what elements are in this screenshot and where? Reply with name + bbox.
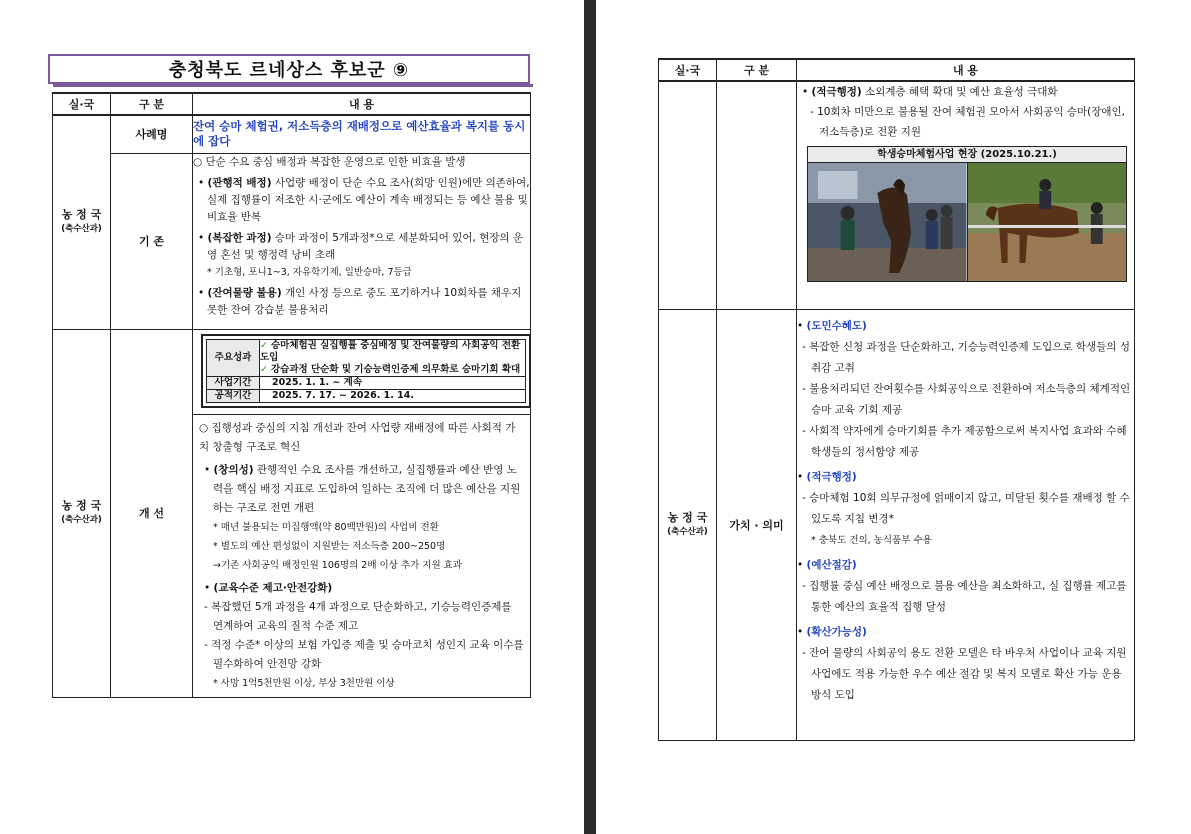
value-detail: - 불용처리되던 잔여횟수를 사회공익으로 전환하여 저소득층의 체계적인 승마 교육 기회 제공	[802, 382, 1131, 416]
dept-cell	[659, 309, 717, 740]
photo-title: 학생승마체험사업 현장 (2025.10.21.)	[808, 147, 1126, 163]
summary-box	[201, 334, 531, 408]
dept-name: 농 정 국	[667, 510, 708, 524]
bullet-head: (관행적 배정)	[207, 176, 272, 189]
bullet-text: 개인 사정 등으로 중도 포기하거나 10회차를 채우지 못한 잔여 강습분 불용처리	[207, 286, 522, 316]
bullet-head: (적극행정)	[811, 86, 862, 98]
result-item-1	[260, 340, 525, 364]
improve-bullet-1: • (창의성) 관행적인 수요 조사를 개선하고, 실집행률과 예산 반영 노력을 핵심 배정 지표로 도입하여 일하는 조직에 더 많은 예산을 지원하는 구조로 전면 개편	[204, 463, 521, 514]
case-title: 잔여 승마 체험권, 저소득층의 재배정으로 예산효율과 복지를 동시에 잡다	[193, 115, 531, 153]
page-title: 충청북도 르네상스 후보군 ⑨	[48, 54, 530, 84]
summary-table	[206, 339, 526, 403]
value-section-2: • (적극행정)	[797, 470, 857, 483]
top-row	[659, 81, 1135, 309]
header-content: 내 용	[193, 93, 531, 115]
section-head: (도민수혜도)	[806, 319, 867, 332]
bullet-head: (복잡한 과정)	[207, 231, 272, 244]
dept-sub: (축수산과)	[61, 515, 102, 525]
empty-category-cell	[717, 81, 797, 309]
value-row	[659, 309, 1135, 740]
value-detail: - 사회적 약자에게 승마기회를 추가 제공함으로써 복지사업 효과와 수혜학생들의 정서함양 제공	[802, 424, 1127, 458]
notice-label: 공적기간	[207, 389, 260, 402]
value-detail: - 승마체험 10회 의무규정에 얽매이지 않고, 미달된 횟수를 재배정 할 수 있도록 지침 변경*	[802, 491, 1130, 525]
dept-name: 농 정 국	[61, 499, 102, 512]
checkmark-icon: ✓	[260, 339, 268, 351]
riding-photo-2	[968, 163, 1127, 281]
improve-content	[193, 329, 531, 697]
left-main-table	[52, 92, 531, 698]
photo-panel	[807, 146, 1127, 282]
value-detail: - 잔여 물량의 사회공익 용도 전환 모델은 타 바우처 사업이나 교육 지원 사업에도 적용 가능한 우수 예산 절감 및 복지 모델로 확산 가능 운용 방식 도입	[802, 646, 1127, 701]
value-detail: - 집행률 중심 예산 배정으로 불용 예산을 최소화하고, 실 집행률 제고를 통한 예산의 효율적 집행 달성	[802, 579, 1127, 613]
header-content: 내 용	[797, 59, 1135, 81]
top-detail: - 10회차 미만으로 불용될 잔여 체험권 모아서 사회공익 승마(장애인, 저소득층)로 전환 지원	[810, 106, 1126, 138]
left-page	[0, 0, 584, 834]
improve-note-1: * 매년 불용되는 미집행액(약 80백만원)의 사업비 전환	[213, 521, 439, 533]
checkmark-icon: ✓	[260, 363, 268, 375]
section-head: (예산절감)	[806, 558, 857, 571]
case-label: 사례명	[111, 115, 193, 153]
value-note: * 충북도 건의, 농식품부 수용	[811, 534, 932, 546]
value-section-4: • (확산가능성)	[797, 625, 867, 638]
dept-cell	[53, 115, 111, 329]
case-row	[53, 115, 531, 153]
bullet-text: 관행적인 수요 조사를 개선하고, 실집행률과 예산 반영 노력을 핵심 배정 지표로 도입하여 일하는 조직에 더 많은 예산을 지원하는 구조로 전면 개편	[213, 463, 521, 514]
dept-sub: (축수산과)	[667, 526, 708, 537]
result-label: 주요성과	[207, 339, 260, 376]
improve-note-4: * 사망 1억5천만원 이상, 부상 3천만원 이상	[213, 677, 395, 689]
section-head: (적극행정)	[806, 470, 857, 483]
header-dept: 실·국	[659, 59, 717, 81]
result-cell	[260, 339, 526, 376]
bullet-head: (창의성)	[213, 463, 254, 476]
improve-note-3: →기존 사회공익 배정인원 106명의 2배 이상 추가 지원 효과	[213, 559, 463, 571]
existing-bullet-3: • (잔여물량 불용) 개인 사정 등으로 중도 포기하거나 10회차를 채우지 못한 잔여 강습분 불용처리	[198, 286, 522, 316]
improve-intro: ○ 집행성과 중심의 지침 개선과 잔여 사업량 재배정에 따른 사회적 가치 창출형 구조로 혁신	[199, 421, 516, 453]
bullet-head: (교육수준 제고·안전강화)	[213, 581, 333, 594]
photo-row	[808, 163, 1126, 281]
improve-detail-2: - 적정 수준* 이상의 보험 가입증 제출 및 승마코치 성인지 교육 이수를 필수화하여 안전망 강화	[204, 638, 524, 670]
existing-note: * 기초형, 포니1~3, 자유학기제, 일반승마, 7등급	[207, 266, 412, 278]
improve-detail-1: - 복잡했던 5개 과정을 4개 과정으로 단순화하고, 기승능력인증제를 연계하여 교육의 질적 수준 제고	[204, 600, 512, 632]
header-row	[659, 59, 1135, 81]
existing-bullet-1: • (관행적 배정) 사업량 배정이 단순 수요 조사(희망 인원)에만 의존하여, 실제 집행률이 저조한 시·군에도 예산이 계속 배정되는 등 예산 불용 및 비효율 반복	[198, 176, 530, 223]
period-label: 사업기간	[207, 376, 260, 389]
bullet-text: 사업량 배정이 단순 수요 조사(희망 인원)에만 의존하여, 실제 집행률이 저조한 시·군에도 예산이 계속 배정되는 등 예산 불용 및 비효율 반복	[207, 176, 530, 223]
existing-intro: ○ 단순 수요 중심 배정과 복잡한 운영으로 인한 비효율 발생	[193, 155, 466, 168]
dept-name: 농 정 국	[61, 208, 102, 222]
right-page	[596, 0, 1191, 834]
result-item-2	[260, 364, 525, 376]
improve-note-2: * 별도의 예산 편성없이 지원받는 저소득층 200~250명	[213, 540, 446, 552]
header-dept: 실·국	[53, 93, 111, 115]
existing-row	[53, 153, 531, 329]
empty-dept-cell	[659, 81, 717, 309]
header-row	[53, 93, 531, 115]
header-category: 구 분	[717, 59, 797, 81]
existing-content	[193, 153, 531, 329]
value-label: 가치 · 의미	[717, 309, 797, 740]
top-bullet: • (적극행정) 소외계층 혜택 확대 및 예산 효율성 극대화	[802, 86, 1058, 98]
dept-sub: (축수산과)	[61, 224, 102, 235]
improve-row	[53, 329, 531, 697]
value-section-1: • (도민수혜도)	[797, 319, 867, 332]
header-category: 구 분	[111, 93, 193, 115]
value-detail: - 복잡한 신청 과정을 단순화하고, 기승능력인증제 도입으로 학생들의 성취감 고취	[802, 340, 1130, 374]
notice-value: 2025. 7. 17. ~ 2026. 1. 14.	[260, 389, 526, 402]
period-value: 2025. 1. 1. ~ 계속	[260, 376, 526, 389]
bullet-text: 소외계층 혜택 확대 및 예산 효율성 극대화	[861, 86, 1058, 98]
value-content	[797, 309, 1135, 740]
riding-photo-1	[808, 163, 968, 281]
page-gutter	[584, 0, 596, 834]
dept-cell-2	[53, 329, 111, 697]
existing-bullet-2: • (복잡한 과정) 승마 과정이 5개과정*으로 세분화되어 있어, 현장의 운영 혼선 및 행정력 낭비 초래	[198, 231, 524, 261]
section-head: (확산가능성)	[806, 625, 867, 638]
right-main-table	[658, 58, 1135, 741]
result-text-2: 강습과정 단순화 및 기승능력인증제 의무화로 승마기회 확대	[270, 363, 521, 375]
bullet-text: 승마 과정이 5개과정*으로 세분화되어 있어, 현장의 운영 혼선 및 행정력 낭비 초래	[207, 231, 524, 261]
result-text-1: 승마체험권 실집행률 중심배정 및 잔여물량의 사회공익 전환 도입	[260, 339, 521, 363]
value-section-3: • (예산절감)	[797, 558, 857, 571]
top-content	[797, 81, 1135, 309]
improve-bullet-2: • (교육수준 제고·안전강화)	[204, 581, 333, 594]
improve-label: 개 선	[111, 329, 193, 697]
bullet-head: (잔여물량 불용)	[207, 286, 282, 299]
existing-label: 기 존	[111, 153, 193, 329]
